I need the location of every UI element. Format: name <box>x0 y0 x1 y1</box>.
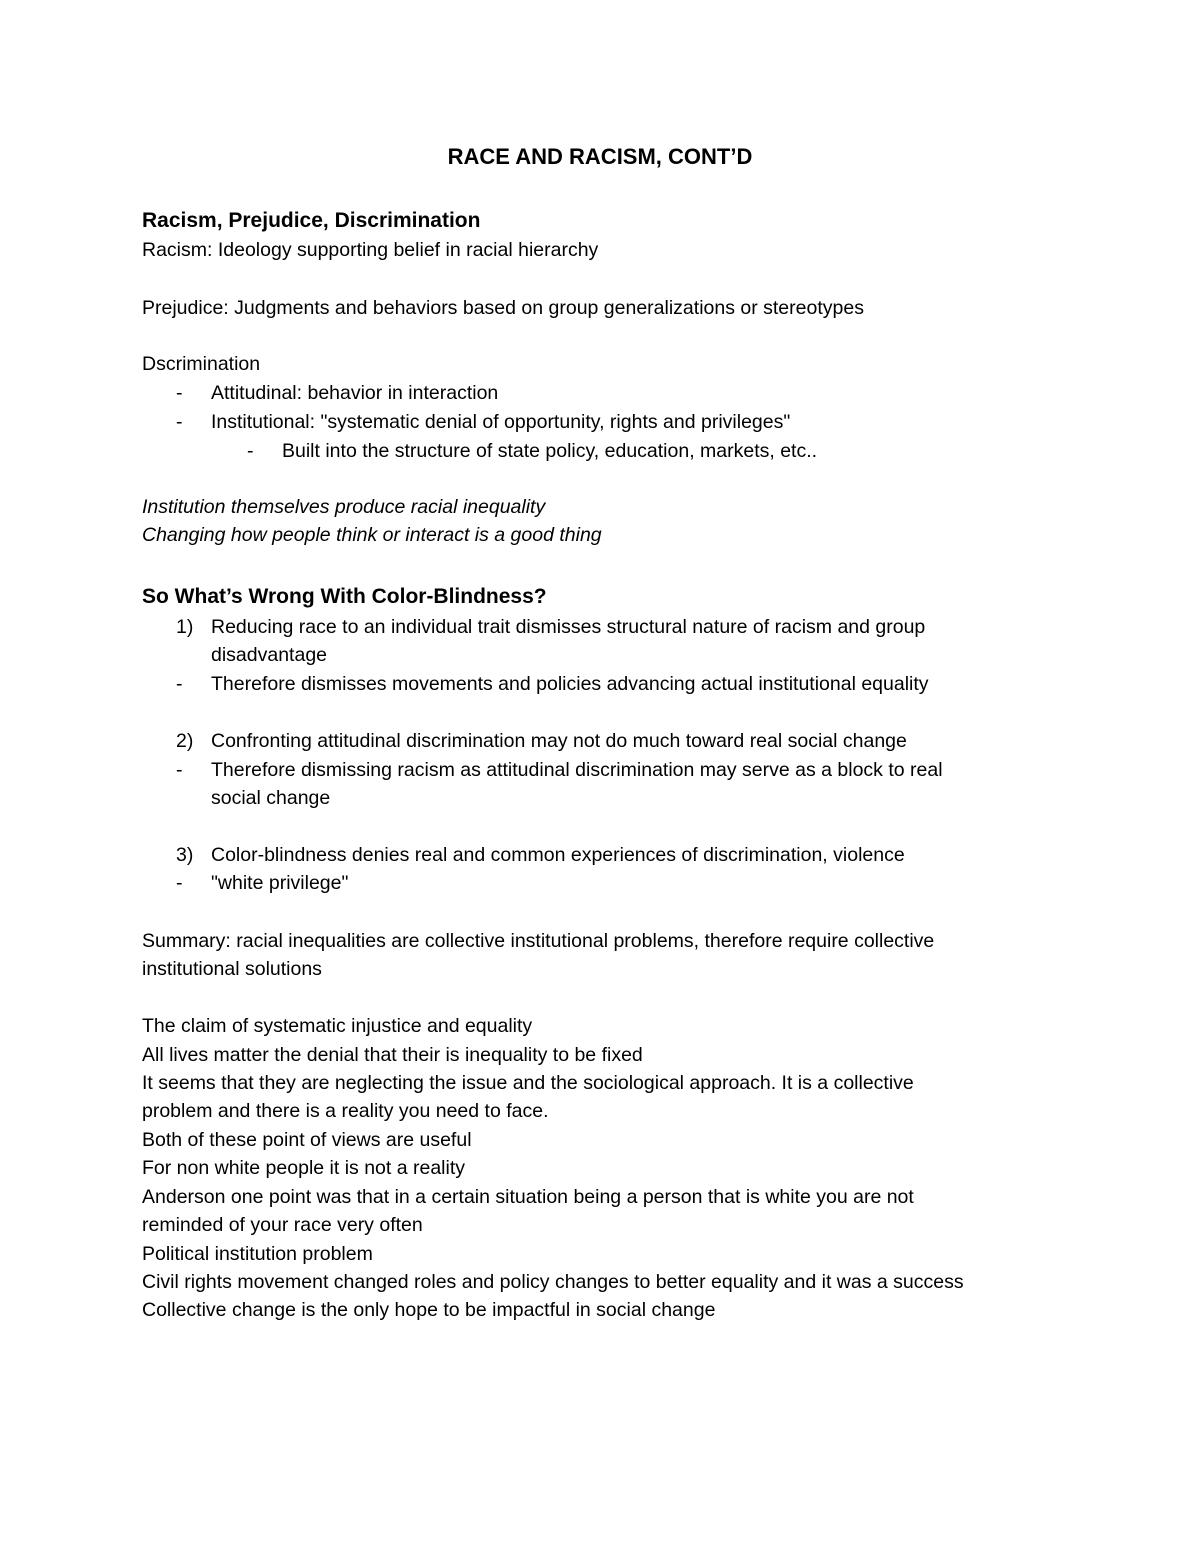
list-item-text: Reducing race to an individual trait dismisses structural nature of racism and group <box>211 616 926 638</box>
note-line: For non white people it is not a reality <box>142 1157 466 1179</box>
italic-note: Institution themselves produce racial inequality <box>142 496 546 518</box>
bullet-institutional: Institutional: "systematic denial of opportunity, rights and privileges" <box>211 411 791 433</box>
note-line: Both of these point of views are useful <box>142 1129 472 1151</box>
bullet-attitudinal: Attitudinal: behavior in interaction <box>211 382 499 404</box>
section-heading-color-blindness: So What’s Wrong With Color-Blindness? <box>142 585 547 608</box>
list-sub-item: social change <box>211 787 331 809</box>
list-number: 3) <box>176 844 194 866</box>
list-item-text: Color-blindness denies real and common experiences of discrimination, violence <box>211 844 905 866</box>
italic-note: Changing how people think or interact is a good thing <box>142 524 602 546</box>
note-line: reminded of your race very often <box>142 1214 423 1236</box>
list-number: 2) <box>176 730 194 752</box>
note-line: Political institution problem <box>142 1243 373 1265</box>
list-item-text: disadvantage <box>211 644 328 666</box>
summary-text: Summary: racial inequalities are collective institutional problems, therefore require collective <box>142 930 935 952</box>
section-heading-racism: Racism, Prejudice, Discrimination <box>142 209 481 232</box>
list-sub-item: Therefore dismissing racism as attitudinal discrimination may serve as a block to real <box>211 759 943 781</box>
list-sub-item: Therefore dismisses movements and policies advancing actual institutional equality <box>211 673 929 695</box>
note-line: Civil rights movement changed roles and policy changes to better equality and it was a success <box>142 1271 964 1293</box>
prejudice-definition: Prejudice: Judgments and behaviors based on group generalizations or stereotypes <box>142 297 864 319</box>
note-line: problem and there is a reality you need to face. <box>142 1100 549 1122</box>
bullet-dash: - <box>176 382 183 404</box>
note-line: Collective change is the only hope to be impactful in social change <box>142 1299 716 1321</box>
racism-definition: Racism: Ideology supporting belief in racial hierarchy <box>142 239 599 261</box>
note-line: The claim of systematic injustice and equality <box>142 1015 533 1037</box>
list-item-text: Confronting attitudinal discrimination may not do much toward real social change <box>211 730 907 752</box>
list-sub-item: "white privilege" <box>211 872 349 894</box>
discrimination-label: Dscrimination <box>142 353 261 375</box>
sub-bullet-dash: - <box>247 440 254 462</box>
note-line: All lives matter the denial that their is inequality to be fixed <box>142 1044 643 1066</box>
bullet-dash: - <box>176 673 183 695</box>
note-line: Anderson one point was that in a certain situation being a person that is white you are not <box>142 1186 914 1208</box>
bullet-dash: - <box>176 759 183 781</box>
document-title: RACE AND RACISM, CONT’D <box>447 144 753 169</box>
sub-bullet-structure: Built into the structure of state policy, education, markets, etc.. <box>282 440 818 462</box>
bullet-dash: - <box>176 411 183 433</box>
list-number: 1) <box>176 616 194 638</box>
note-line: It seems that they are neglecting the issue and the sociological approach. It is a collective <box>142 1072 914 1094</box>
bullet-dash: - <box>176 872 183 894</box>
summary-text: institutional solutions <box>142 958 322 980</box>
